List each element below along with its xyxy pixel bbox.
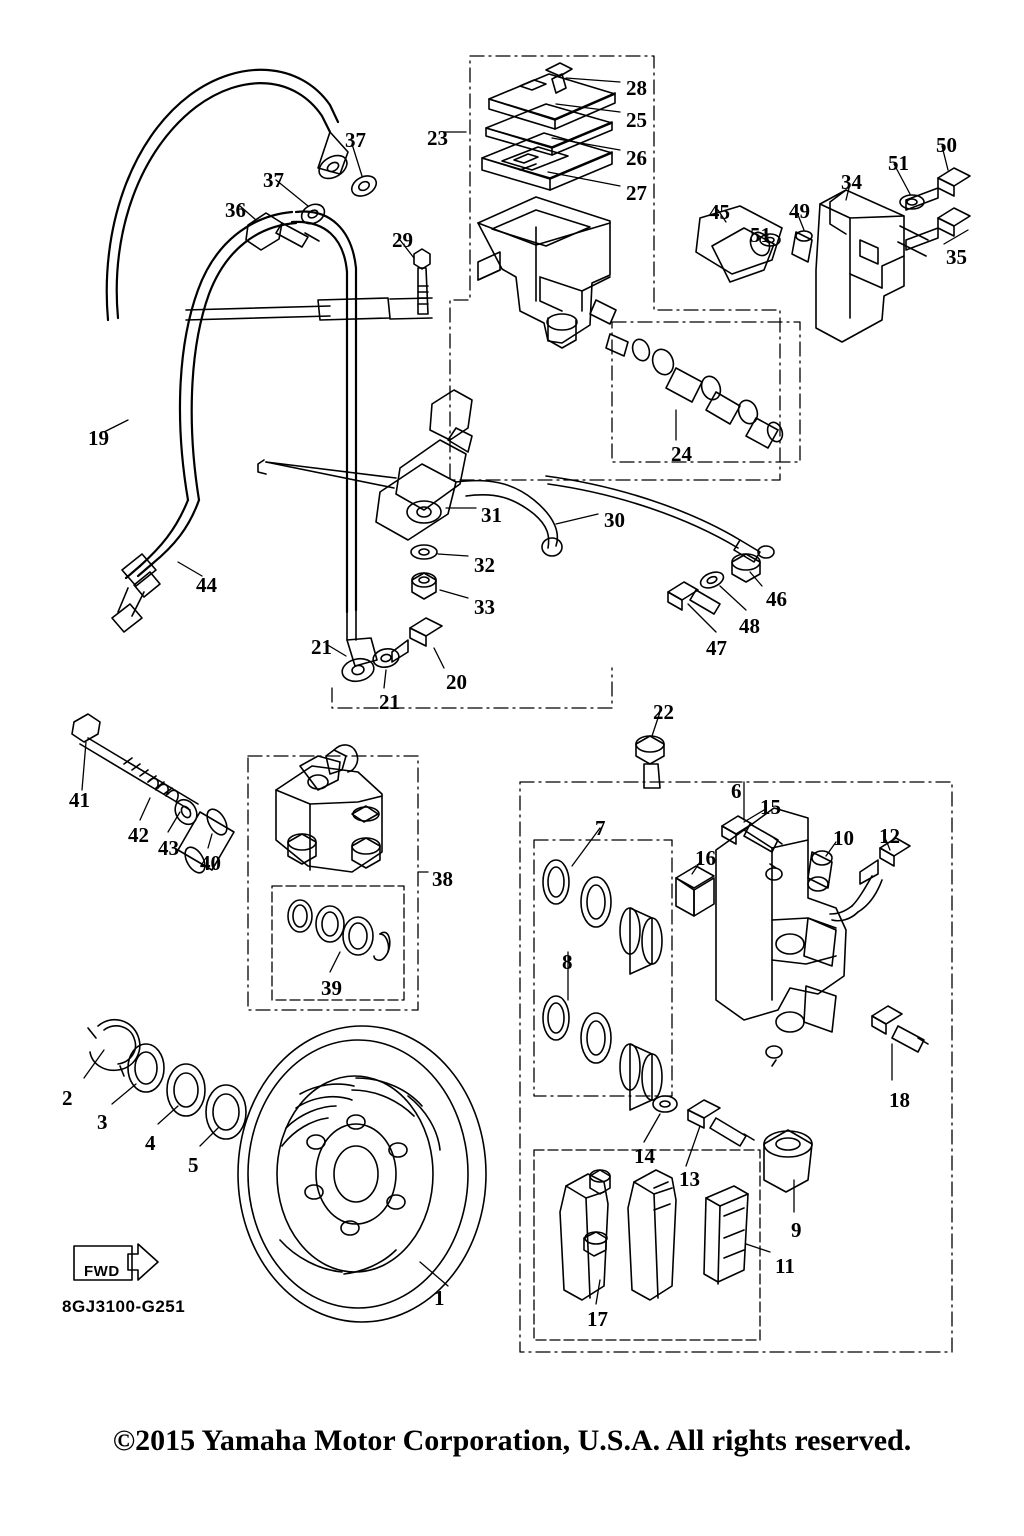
callout-12: 12 bbox=[879, 824, 900, 848]
brake-pad-17-b bbox=[628, 1170, 676, 1300]
callout-37-b: 37 bbox=[263, 168, 284, 192]
callout-8: 8 bbox=[562, 950, 573, 974]
nut-33 bbox=[412, 573, 436, 599]
callout-21-b: 21 bbox=[379, 690, 400, 714]
callout-19: 19 bbox=[88, 426, 109, 450]
washer-37-b bbox=[348, 172, 379, 200]
hose-fitting-44 bbox=[112, 554, 160, 632]
bolt-41 bbox=[72, 714, 198, 810]
callout-4: 4 bbox=[145, 1131, 156, 1155]
callout-13: 13 bbox=[679, 1167, 700, 1191]
callout-45: 45 bbox=[709, 200, 730, 224]
callout-5: 5 bbox=[188, 1153, 199, 1177]
piston-seal-7 bbox=[543, 860, 662, 974]
hose-sleeve bbox=[186, 298, 432, 320]
banjo-bolt-36 bbox=[246, 213, 319, 250]
callout-37-a: 37 bbox=[345, 128, 366, 152]
washer-37-a bbox=[298, 200, 328, 227]
copyright-notice: ©2015 Yamaha Motor Corporation, U.S.A. All rights reserved. bbox=[112, 1424, 912, 1457]
callout-48: 48 bbox=[739, 614, 760, 638]
callout-6: 6 bbox=[731, 779, 742, 803]
callout-15: 15 bbox=[760, 795, 781, 819]
hose-end-lower bbox=[340, 638, 377, 684]
piston-kit-24 bbox=[606, 334, 785, 448]
callout-51-b: 51 bbox=[750, 223, 771, 247]
callout-1: 1 bbox=[434, 1286, 445, 1310]
callout-36: 36 bbox=[225, 198, 246, 222]
callout-18: 18 bbox=[889, 1088, 910, 1112]
caliper-38 bbox=[276, 745, 382, 872]
brake-disc-1 bbox=[238, 1026, 486, 1322]
callout-22: 22 bbox=[653, 700, 674, 724]
callout-40: 40 bbox=[200, 851, 221, 875]
callout-26: 26 bbox=[626, 146, 647, 170]
callout-44: 44 bbox=[196, 573, 217, 597]
spacer-5 bbox=[206, 1085, 246, 1139]
callout-11: 11 bbox=[775, 1254, 795, 1278]
callout-31: 31 bbox=[481, 503, 502, 527]
circlip-2 bbox=[88, 1020, 140, 1076]
bleeder-12 bbox=[830, 838, 910, 921]
reservoir-plate-27 bbox=[482, 133, 612, 190]
callout-50: 50 bbox=[936, 133, 957, 157]
callout-46: 46 bbox=[766, 587, 787, 611]
pad-spring-11 bbox=[704, 1186, 748, 1284]
callout-41: 41 bbox=[69, 788, 90, 812]
callout-23: 23 bbox=[427, 126, 448, 150]
washer-14 bbox=[653, 1096, 677, 1112]
callout-35: 35 bbox=[946, 245, 967, 269]
brake-pad-17-a bbox=[560, 1170, 610, 1300]
callout-20: 20 bbox=[446, 670, 467, 694]
callout-33: 33 bbox=[474, 595, 495, 619]
callout-25: 25 bbox=[626, 108, 647, 132]
callout-43: 43 bbox=[158, 836, 179, 860]
pin-15 bbox=[722, 816, 782, 852]
bearing-4 bbox=[167, 1064, 205, 1116]
bolt-18 bbox=[872, 1006, 928, 1052]
bolt-22 bbox=[636, 736, 664, 788]
seal-kit-39 bbox=[288, 900, 390, 960]
washer-32 bbox=[411, 545, 437, 559]
callout-14: 14 bbox=[634, 1144, 655, 1168]
banjo-bolt-13 bbox=[688, 1100, 754, 1146]
callout-51-a: 51 bbox=[888, 151, 909, 175]
cable-assembly bbox=[546, 476, 774, 562]
master-cylinder-body bbox=[478, 197, 616, 348]
callout-38: 38 bbox=[432, 867, 453, 891]
caliper-body-6 bbox=[716, 808, 846, 1066]
callout-17: 17 bbox=[587, 1307, 608, 1331]
callout-27: 27 bbox=[626, 181, 647, 205]
callout-21-a: 21 bbox=[311, 635, 332, 659]
callout-9: 9 bbox=[791, 1218, 802, 1242]
bracket-34 bbox=[816, 190, 928, 342]
cap-9 bbox=[764, 1130, 812, 1192]
reservoir-cap-25 bbox=[489, 74, 615, 129]
collar-49 bbox=[792, 231, 812, 262]
callout-29: 29 bbox=[392, 228, 413, 252]
brake-hose-19 bbox=[107, 70, 338, 320]
callout-47: 47 bbox=[706, 636, 727, 660]
callout-49: 49 bbox=[789, 199, 810, 223]
callout-42: 42 bbox=[128, 823, 149, 847]
callout-28: 28 bbox=[626, 76, 647, 100]
callout-3: 3 bbox=[97, 1110, 108, 1134]
callout-10: 10 bbox=[833, 826, 854, 850]
bolt-35 bbox=[906, 208, 970, 250]
bleed-16 bbox=[676, 866, 714, 916]
callout-32: 32 bbox=[474, 553, 495, 577]
brake-hose-lower bbox=[292, 212, 356, 612]
callout-34: 34 bbox=[841, 170, 862, 194]
callout-7: 7 bbox=[595, 816, 606, 840]
piston-seal-8 bbox=[543, 996, 662, 1110]
callout-24: 24 bbox=[671, 442, 692, 466]
callout-39: 39 bbox=[321, 976, 342, 1000]
callout-16: 16 bbox=[695, 846, 716, 870]
collar-10 bbox=[808, 851, 832, 891]
bolt-29 bbox=[414, 249, 430, 314]
brake-hose-44 bbox=[126, 500, 199, 578]
part-number-code: 8GJ3100-G251 bbox=[62, 1297, 186, 1316]
callout-30: 30 bbox=[604, 508, 625, 532]
brake-lever-30 bbox=[258, 390, 562, 556]
fwd-label: FWD bbox=[84, 1263, 120, 1280]
brake-hose-19b bbox=[180, 212, 296, 500]
callout-2: 2 bbox=[62, 1086, 73, 1110]
seal-3 bbox=[128, 1044, 164, 1092]
